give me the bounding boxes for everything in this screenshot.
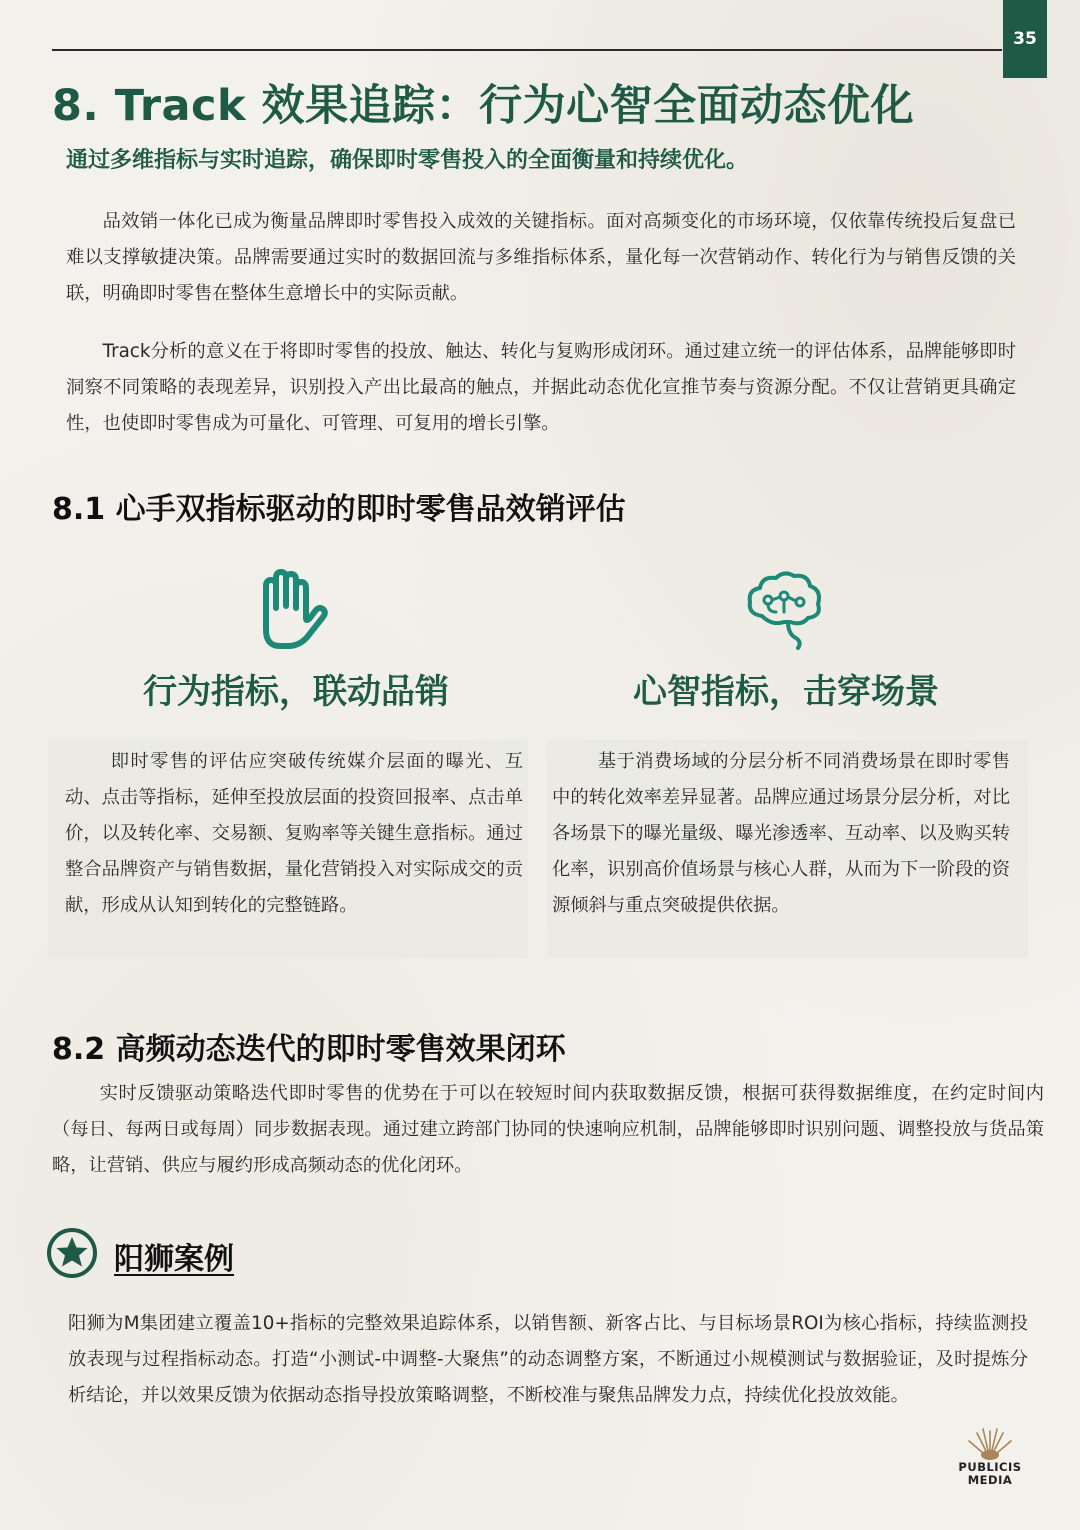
star-icon: [46, 1227, 98, 1279]
page-subtitle: 通过多维指标与实时追踪，确保即时零售投入的全面衡量和持续优化。: [66, 148, 749, 173]
mindset-metrics-card: [547, 740, 1028, 958]
intro-paragraph-1: 品效销一体化已成为衡量品牌即时零售投入成效的关键指标。面对高频变化的市场环境，仅依靠传统投后复盘已难以支撑敏捷决策。品牌需要通过实时的数据回流与多维指标体系，量化每一次营销动作、转化行为与销售反馈的关联，明确即时零售在整体生意增长中的实际贡献。: [66, 211, 1016, 304]
section-8-1-title: 8.1 心手双指标驱动的即时零售品效销评估: [52, 492, 626, 527]
mindset-metrics-title: 心智指标，击穿场景: [633, 672, 939, 712]
brain-icon: [742, 568, 826, 652]
publicis-media-logo: [950, 1425, 1030, 1495]
behavior-metrics-text: 即时零售的评估应突破传统媒介层面的曝光、互动、点击等指标，延伸至投放层面的投资回报率、点击单价，以及转化率、交易额、复购率等关键生意指标。通过整合品牌资产与销售数据，量化营销投入对实际成交的贡献，形成从认知到转化的完整链路。: [65, 751, 523, 916]
case-title: 阳狮案例: [114, 1242, 234, 1277]
page-number: 35: [1003, 0, 1047, 78]
case-paragraph: 阳狮为M集团建立覆盖10+指标的完整效果追踪体系，以销售额、新客占比、与目标场景ROI为核心指标，持续监测投放表现与过程指标动态。打造“小测试-中调整-大聚焦”的动态调整方案，不断通过小规模测试与数据验证，及时提炼分析结论，并以效果反馈为依据动态指导投放策略调整，不断校准与聚焦品牌发力点，持续优化投放效能。: [68, 1313, 1028, 1406]
behavior-metrics-card: [48, 740, 528, 958]
logo-text-line2: MEDIA: [967, 1473, 1013, 1487]
intro-paragraph-2: Track分析的意义在于将即时零售的投放、触达、转化与复购形成闭环。通过建立统一的评估体系，品牌能够即时洞察不同策略的表现差异，识别投入产出比最高的触点，并据此动态优化宣推节奏与资源分配。不仅让营销更具确定性，也使即时零售成为可量化、可管理、可复用的增长引擎。: [66, 341, 1016, 434]
behavior-metrics-title: 行为指标，联动品销: [143, 672, 449, 712]
lion-logo-icon: [965, 1425, 1015, 1461]
section-8-2-title: 8.2 高频动态迭代的即时零售效果闭环: [52, 1032, 566, 1067]
logo-text-line1: PUBLICIS: [958, 1460, 1022, 1474]
page-title: 8. Track 效果追踪：行为心智全面动态优化: [52, 81, 915, 131]
header-rule: [52, 49, 1002, 51]
mindset-metrics-text: 基于消费场域的分层分析不同消费场景在即时零售中的转化效率差异显著。品牌应通过场景分层分析，对比各场景下的曝光量级、曝光渗透率、互动率、以及购买转化率，识别高价值场景与核心人群，从而为下一阶段的资源倾斜与重点突破提供依据。: [552, 751, 1010, 916]
hand-icon: [244, 568, 328, 652]
section-8-2-paragraph: 实时反馈驱动策略迭代即时零售的优势在于可以在较短时间内获取数据反馈，根据可获得数据维度，在约定时间内（每日、每两日或每周）同步数据表现。通过建立跨部门协同的快速响应机制，品牌能够即时识别问题、调整投放与货品策略，让营销、供应与履约形成高频动态的优化闭环。: [52, 1083, 1044, 1176]
